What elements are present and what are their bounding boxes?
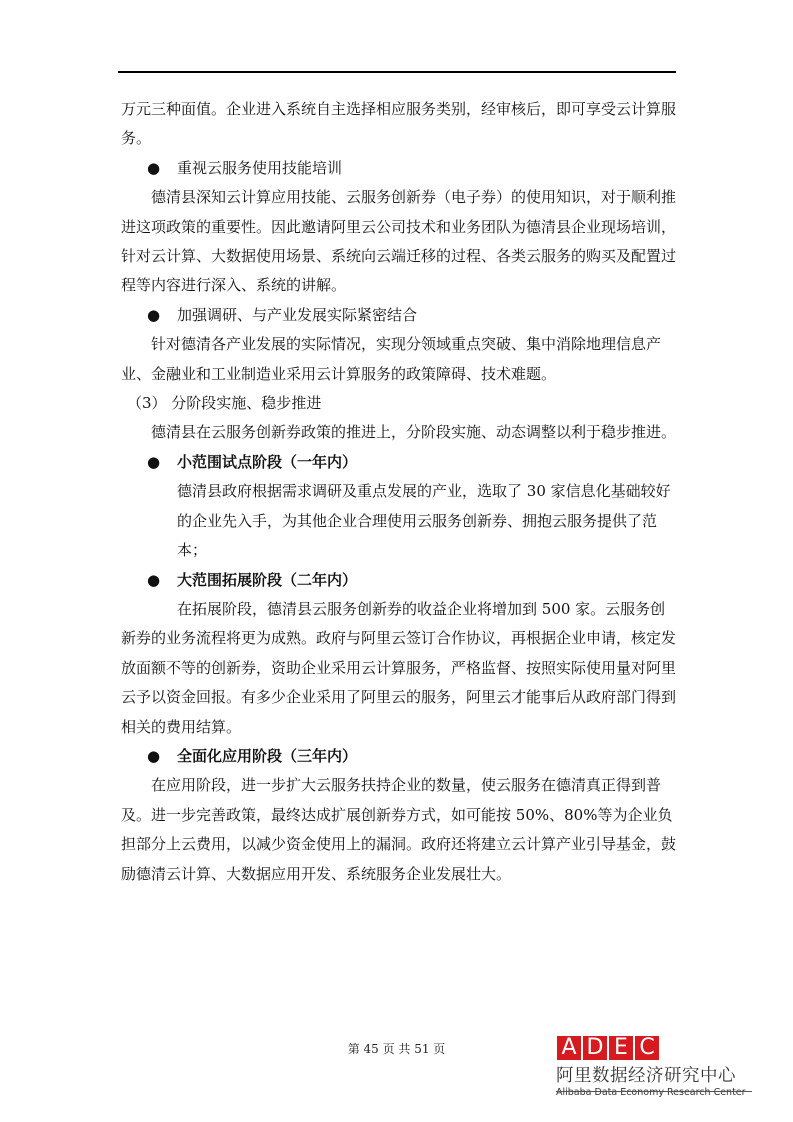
bullet-heading: ● 小范围试点阶段（一年内） — [121, 448, 677, 477]
paragraph: 德清县政府根据需求调研及重点发展的产业，选取了 30 家信息化基础较好的企业先入手，为其他企业合理使用云服务创新券、拥抱云服务提供了范本； — [177, 482, 671, 560]
logo-english-name: Alibaba Data Economy Research Center — [556, 1087, 746, 1098]
bullet-heading: ● 重视云服务使用技能培训 — [121, 154, 677, 183]
bullet-icon: ● — [147, 305, 161, 324]
bullet-icon: ● — [147, 570, 161, 589]
document-body — [121, 95, 677, 889]
bullet-icon: ● — [147, 158, 161, 177]
paragraph: 德清县深知云计算应用技能、云服务创新券（电子券）的使用知识，对于顺利推进这项政策的重要性。因此邀请阿里云公司技术和业务团队为德清县企业现场培训，针对云计算、大数据使用场景、系统向云端迁移的过程、各类云服务的购买及配置过程等内容进行深入、系统的讲解。 — [121, 188, 677, 295]
logo-letter: D — [583, 1036, 607, 1060]
bullet-heading: ● 全面化应用阶段（三年内） — [121, 742, 677, 771]
paragraph: 万元三种面值。企业进入系统自主选择相应服务类别，经审核后，即可享受云计算服务。 — [121, 100, 677, 148]
logo-letters — [557, 1036, 746, 1060]
logo-chinese-name: 阿里数据经济研究中心 — [556, 1066, 736, 1086]
logo-letter: A — [557, 1036, 581, 1060]
logo-letter: C — [635, 1036, 659, 1060]
header-rule — [118, 71, 676, 73]
page-number: 第 45 页 共 51 页 — [347, 1042, 446, 1056]
paragraph: 针对德清各产业发展的实际情况，实现分领域重点突破、集中消除地理信息产业、金融业和工业制造业采用云计算服务的政策障碍、技术难题。 — [121, 335, 662, 383]
paragraph: 在应用阶段，进一步扩大云服务扶持企业的数量，使云服务在德清真正得到普及。进一步完善政策，最终达成扩展创新券方式，如可能按 50%、80%等为企业负担部分上云费用，以减少资金使用上的漏洞。政府还将建立云计算产业引导基金，鼓励德清云计算、大数据应用开发、系统服务企业发展壮大。 — [121, 776, 677, 883]
paragraph: 在拓展阶段，德清县云服务创新券的收益企业将增加到 500 家。云服务创新券的业务流程将更为成熟。政府与阿里云签订合作协议，再根据企业申请，核定发放面额不等的创新券，资助企业采用云计算服务，严格监督、按照实际使用量对阿里云予以资金回报。有多少企业采用了阿里云的服务，阿里云才能事后从政府部门得到相关的费用结算。 — [121, 599, 677, 736]
bullet-heading: ● 大范围拓展阶段（二年内） — [121, 566, 677, 595]
bullet-icon: ● — [147, 746, 161, 765]
paragraph: 德清县在云服务创新券政策的推进上，分阶段实施、动态调整以利于稳步推进。 — [151, 423, 677, 442]
adec-logo — [556, 1036, 746, 1098]
logo-letter: E — [609, 1036, 633, 1060]
logo-divider — [556, 1091, 752, 1092]
bullet-heading: ● 加强调研、与产业发展实际紧密结合 — [121, 301, 677, 330]
section-heading: （3） 分阶段实施、稳步推进 — [127, 394, 322, 413]
bullet-icon: ● — [147, 452, 161, 471]
